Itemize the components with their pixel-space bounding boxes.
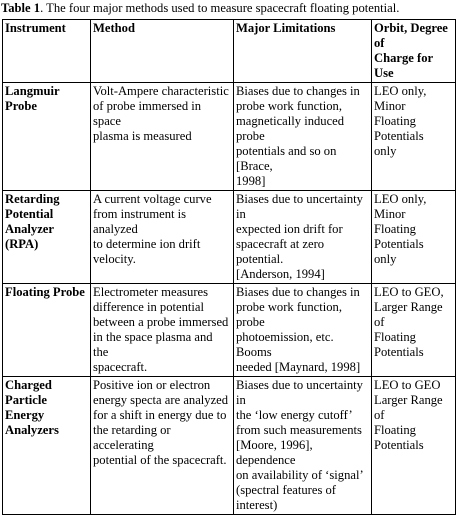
header-method: Method — [91, 20, 234, 83]
cell-orbit: LEO to GEO, Larger Range of Floating Potentials — [372, 284, 456, 377]
header-instrument: Instrument — [3, 20, 91, 83]
table-caption-text: . The four major methods used to measure spacecraft floating potential. — [40, 1, 400, 15]
cell-orbit: LEO only, Minor Floating Potentials only — [372, 83, 456, 191]
header-limitations: Major Limitations — [234, 20, 372, 83]
table-row — [3, 83, 456, 191]
cell-method: A current voltage curve from instrument is analyzed to determine ion drift velocity. — [91, 191, 234, 284]
cell-instrument: Langmuir Probe — [3, 83, 91, 191]
cell-limitations: Biases due to uncertainty in the ‘low energy cutoff’ from such measurements [Moore, 1996], dependence on availability of ‘signal’ (spectral features of interest) — [234, 377, 372, 515]
cell-instrument: Charged Particle Energy Analyzers — [3, 377, 91, 515]
table-caption — [1, 1, 399, 16]
cell-orbit: LEO only, Minor Floating Potentials only — [372, 191, 456, 284]
methods-table — [2, 19, 456, 515]
cell-limitations: Biases due to uncertainty in expected ion drift for spacecraft at zero potential. [Anderson, 1994] — [234, 191, 372, 284]
table-row — [3, 377, 456, 515]
cell-method: Volt-Ampere characteristic of probe immersed in space plasma is measured — [91, 83, 234, 191]
cell-limitations: Biases due to changes in probe work function, magnetically induced probe potentials and so on [Brace, 1998] — [234, 83, 372, 191]
cell-method: Positive ion or electron energy specta are analyzed for a shift in energy due to the retarding or accelerating potential of the spacecraft. — [91, 377, 234, 515]
table-caption-label: Table 1 — [1, 1, 41, 15]
table-row — [3, 284, 456, 377]
cell-instrument: Floating Probe — [3, 284, 91, 377]
cell-instrument: Retarding Potential Analyzer (RPA) — [3, 191, 91, 284]
table-row — [3, 191, 456, 284]
table-header-row — [3, 20, 456, 83]
cell-method: Electrometer measures difference in potential between a probe immersed in the space plasma and the spacecraft. — [91, 284, 234, 377]
cell-limitations: Biases due to changes in probe work function, probe photoemission, etc. Booms needed [Maynard, 1998] — [234, 284, 372, 377]
header-orbit: Orbit, Degree of Charge for Use — [372, 20, 456, 83]
cell-orbit: LEO to GEO Larger Range of Floating Potentials — [372, 377, 456, 515]
